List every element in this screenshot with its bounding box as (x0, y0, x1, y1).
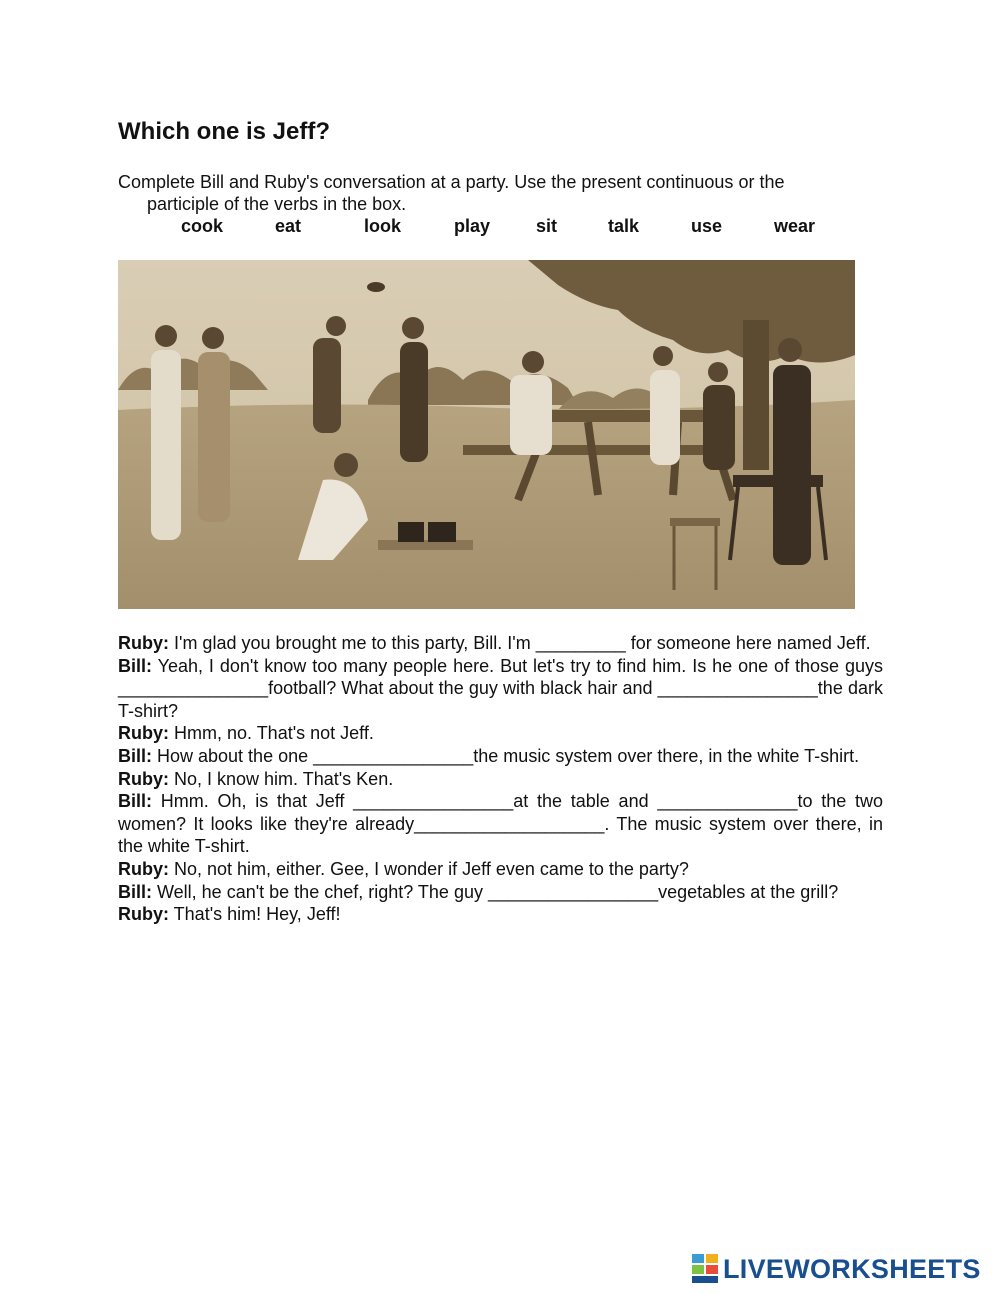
verb-box (118, 216, 858, 240)
party-illustration (118, 260, 855, 609)
dialogue-text: That's him! Hey, Jeff! (169, 904, 341, 925)
dialogue-text: No, not him, either. Gee, I wonder if Jeff even came to the party? (169, 858, 689, 879)
liveworksheets-logo-icon (692, 1254, 720, 1284)
dialogue-line (118, 881, 883, 904)
dialogue-line (118, 632, 883, 655)
speaker-name: Ruby: (118, 633, 169, 653)
dialogue-line (118, 790, 883, 858)
page-title: Which one is Jeff? (118, 118, 331, 145)
dialogue-line (118, 745, 883, 768)
speaker-name: Ruby: (118, 723, 169, 744)
dialogue-line (118, 768, 883, 791)
speaker-name: Ruby: (118, 768, 169, 789)
speaker-name: Bill: (118, 791, 152, 812)
dialogue-text: How about the one ________________the music system over there, in the white T-shirt. (152, 745, 860, 766)
verb-cook: cook (181, 216, 224, 236)
liveworksheets-wordmark: LIVEWORKSHEETS (723, 1254, 981, 1284)
verb-sit: sit (536, 216, 558, 236)
dialogue-line (118, 722, 883, 745)
verb-wear: wear (774, 216, 816, 236)
dialogue-line (118, 858, 883, 881)
speaker-name: Ruby: (118, 904, 169, 925)
speaker-name: Bill: (118, 881, 152, 902)
verb-play: play (454, 216, 491, 236)
liveworksheets-logo (692, 1252, 992, 1286)
instructions (118, 171, 878, 215)
verb-talk: talk (608, 216, 640, 236)
verb-look: look (364, 216, 402, 236)
speaker-name: Ruby: (118, 858, 169, 879)
speaker-name: Bill: (118, 745, 152, 766)
instructions-line-2: participle of the verbs in the box. (147, 194, 407, 214)
dialogue-line (118, 903, 883, 926)
dialogue-text: No, I know him. That's Ken. (169, 768, 394, 789)
dialogue-line (118, 655, 883, 723)
dialogue-text: Well, he can't be the chef, right? The guy _________________vegetables at the grill? (152, 881, 839, 902)
dialogue (118, 632, 883, 926)
dialogue-text: Yeah, I don't know too many people here. But let's try to find him. Is he one of those guys _______________football? What about the guy with black hair and ________________the dark T-shirt? (118, 655, 883, 721)
verb-eat: eat (275, 216, 302, 236)
dialogue-text: Hmm. Oh, is that Jeff ________________at the table and ______________to the two women? It looks like they're already___________________. The music system over there, in the white T-shirt. (118, 791, 883, 857)
dialogue-text: Hmm, no. That's not Jeff. (169, 723, 374, 744)
dialogue-text: I'm glad you brought me to this party, Bill. I'm _________ for someone here named Jeff. (169, 633, 871, 653)
verb-use: use (691, 216, 723, 236)
instructions-line-1: Complete Bill and Ruby's conversation at a party. Use the present continuous or the (118, 172, 785, 192)
speaker-name: Bill: (118, 655, 152, 676)
